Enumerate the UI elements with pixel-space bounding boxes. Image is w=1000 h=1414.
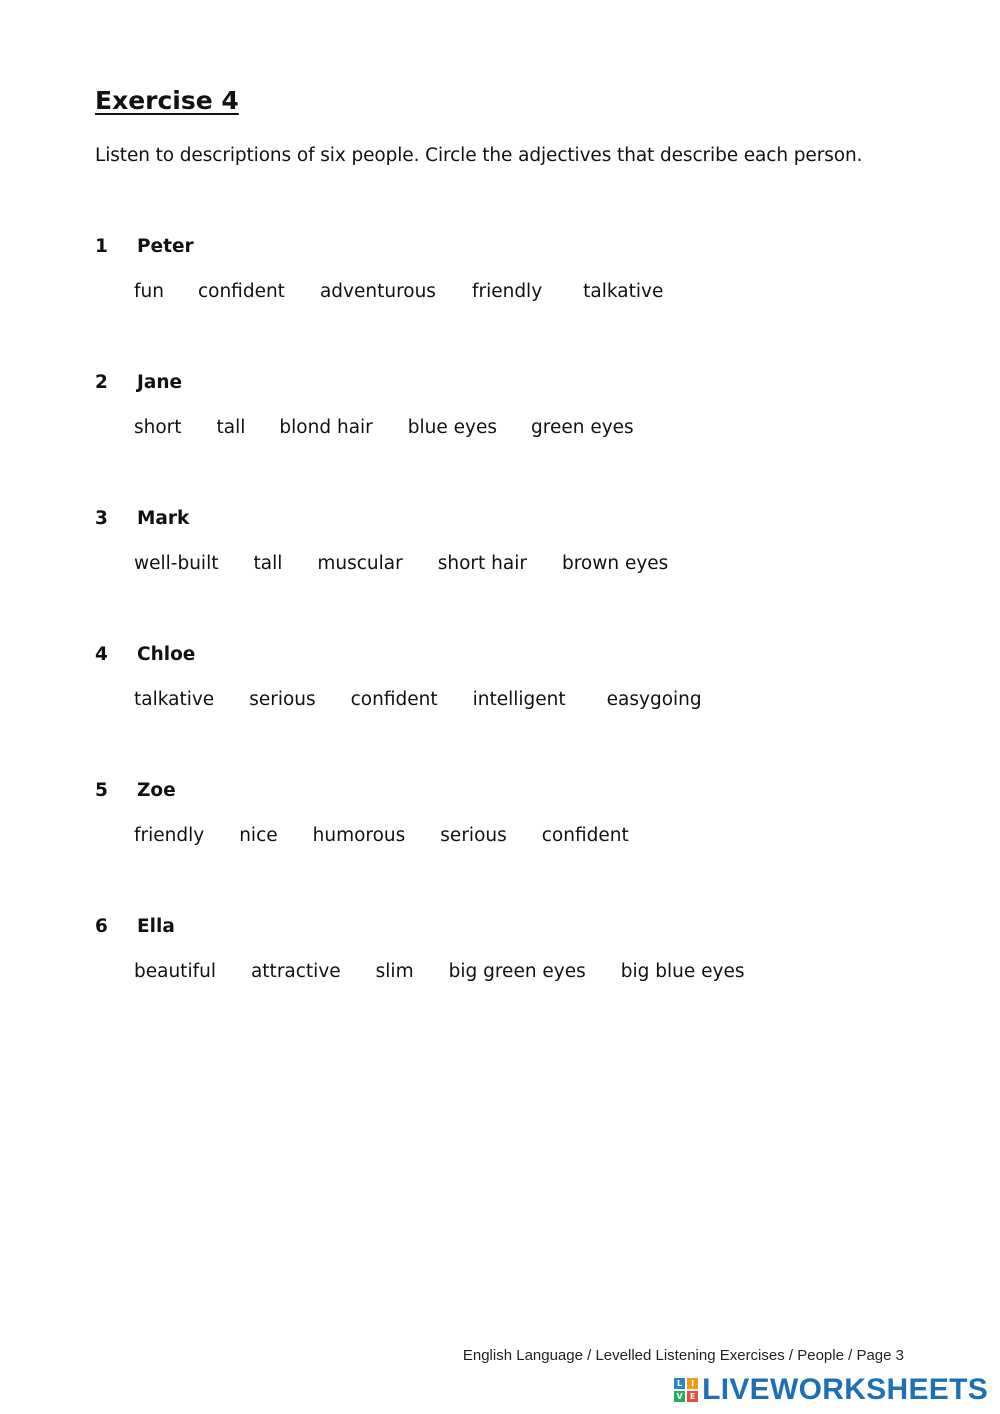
adjective-option[interactable]: humorous [312, 825, 406, 846]
person-name: Mark [137, 508, 190, 529]
adjective-option[interactable]: tall [216, 417, 246, 438]
question-number: 6 [95, 916, 108, 937]
adjective-option[interactable]: well-built [134, 553, 219, 574]
adjective-option[interactable]: serious [249, 689, 316, 710]
question-number: 2 [95, 372, 108, 393]
person-name: Jane [137, 372, 183, 393]
question-number: 1 [95, 236, 108, 257]
adjective-option[interactable]: muscular [317, 553, 403, 574]
adjective-option[interactable]: attractive [250, 961, 341, 982]
person-name: Peter [137, 236, 194, 257]
adjective-options [134, 281, 663, 302]
adjective-options [134, 825, 629, 846]
adjective-options [134, 961, 745, 982]
adjective-option[interactable]: friendly [471, 281, 543, 302]
adjective-option[interactable]: confident [350, 689, 438, 710]
adjective-options [134, 417, 634, 438]
adjective-option[interactable]: fun [134, 281, 164, 302]
question-item [0, 780, 1000, 880]
question-item [0, 508, 1000, 608]
adjective-option[interactable]: nice [239, 825, 278, 846]
adjective-options [134, 689, 702, 710]
adjective-option[interactable]: blond hair [279, 417, 373, 438]
logo-letter: I [687, 1378, 698, 1389]
adjective-option[interactable]: big blue eyes [620, 961, 745, 982]
adjective-option[interactable]: confident [197, 281, 285, 302]
logo-letter: L [674, 1378, 685, 1389]
adjective-option[interactable]: short hair [437, 553, 527, 574]
page-footer: English Language / Levelled Listening Exercises / People / Page 3 [462, 1347, 904, 1364]
question-number: 4 [95, 644, 108, 665]
person-name: Zoe [137, 780, 176, 801]
adjective-option[interactable]: serious [440, 825, 507, 846]
person-name: Chloe [137, 644, 196, 665]
adjective-option[interactable]: adventurous [319, 281, 436, 302]
logo-letter: E [687, 1391, 698, 1402]
exercise-title: Exercise 4 [95, 86, 239, 115]
adjective-option[interactable]: talkative [583, 281, 664, 302]
adjective-option[interactable]: beautiful [134, 961, 216, 982]
adjective-option[interactable]: tall [253, 553, 283, 574]
adjective-option[interactable]: blue eyes [407, 417, 498, 438]
question-item [0, 372, 1000, 472]
adjective-option[interactable]: green eyes [531, 417, 634, 438]
adjective-option[interactable]: talkative [134, 689, 215, 710]
adjective-option[interactable]: slim [375, 961, 414, 982]
adjective-option[interactable]: friendly [134, 825, 205, 846]
adjective-option[interactable]: easygoing [606, 689, 702, 710]
question-number: 5 [95, 780, 108, 801]
liveworksheets-logo-text: LIVEWORKSHEETS [702, 1373, 988, 1406]
adjective-option[interactable]: short [134, 417, 182, 438]
question-item [0, 916, 1000, 1016]
person-name: Ella [137, 916, 175, 937]
exercise-instruction: Listen to descriptions of six people. Circle the adjectives that describe each person. [95, 145, 863, 166]
adjective-option[interactable]: intelligent [472, 689, 566, 710]
adjective-options [134, 553, 668, 574]
adjective-option[interactable]: confident [541, 825, 629, 846]
adjective-option[interactable]: big green eyes [448, 961, 586, 982]
question-number: 3 [95, 508, 108, 529]
question-item [0, 644, 1000, 744]
adjective-option[interactable]: brown eyes [561, 553, 669, 574]
liveworksheets-logo [674, 1374, 988, 1406]
logo-letter: V [674, 1391, 685, 1402]
question-item [0, 236, 1000, 336]
liveworksheets-logo-icon [674, 1378, 698, 1402]
